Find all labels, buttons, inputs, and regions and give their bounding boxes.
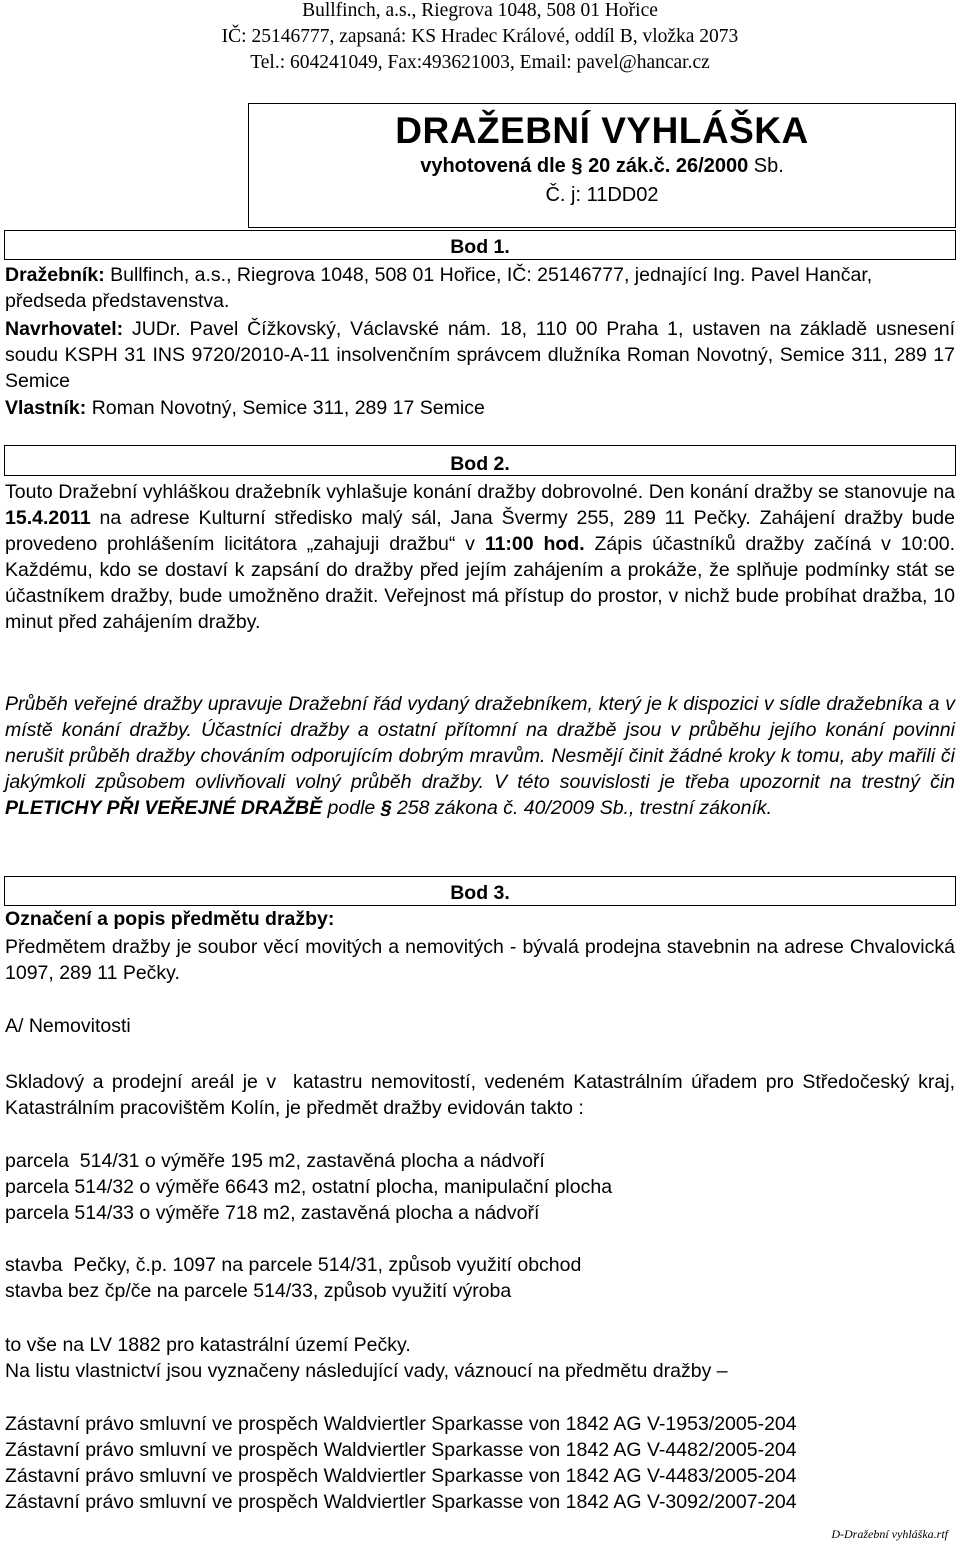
- case-number: Č. j: 11DD02: [545, 184, 659, 206]
- section-box-bod2: [4, 445, 956, 476]
- auction-time: 11:00 hod.: [484, 533, 585, 555]
- parcel-item: parcela 514/32 o výměře 6643 m2, ostatní plocha, manipulační plocha: [5, 1176, 613, 1198]
- bod2-p2-text-c: 258 zákona č. 40/2009 Sb., trestní zákoník.: [391, 797, 773, 819]
- title-box: [248, 103, 956, 228]
- lien-item: Zástavní právo smluvní ve prospěch Waldviertler Sparkasse von 1842 AG V-4482/2005-204: [5, 1439, 797, 1461]
- subtitle-suffix: Sb.: [753, 155, 784, 177]
- footer-filename: D-Dražební vyhláška.rtf: [831, 1527, 948, 1541]
- section-box-bod1: [4, 230, 956, 260]
- building-item: stavba bez čp/če na parcele 514/33, způsob využití výroba: [5, 1280, 512, 1302]
- bod2-p1-text-c: Zápis účastníků dražby začíná v 10:00. Každému, kdo se dostaví k zapsání do dražby před jejím zahájením a prokáže, že splňuje podmínky stát se účastníkem dražby, bude umožněno dražit. Veřejnost má přístup do prostor, v nichž bude probíhat dražba, 10 minut před zahájením dražby.: [5, 533, 955, 633]
- paragraph-sign: §: [380, 797, 392, 819]
- parcel-item: parcela 514/31 o výměře 195 m2, zastavěná plocha a nádvoří: [5, 1150, 545, 1172]
- letterhead-line-contact: Tel.: 604241049, Fax:493621003, Email: pavel@hancar.cz: [250, 52, 710, 73]
- building-item: stavba Pečky, č.p. 1097 na parcele 514/31, způsob využití obchod: [5, 1254, 582, 1276]
- bod2-p1-text-a: Touto Dražební vyhláškou dražebník vyhlašuje konání dražby dobrovolné. Den konání dražby se stanovuje na: [5, 481, 955, 503]
- section-box-bod3: [4, 876, 956, 906]
- navrhovatel-text: JUDr. Pavel Čížkovský, Václavské nám. 18, 110 00 Praha 1, ustaven na základě usnesení soudu KSPH 31 INS 9720/2010-A-11 insolvenčním správcem dlužníka Roman Novotný, Semice 311, 289 17 Semice: [5, 318, 955, 392]
- drazebnik-label: Dražebník:: [5, 264, 105, 286]
- bod3-heading: Označení a popis předmětu dražby:: [5, 908, 335, 930]
- section-a-label: A/ Nemovitosti: [5, 1015, 131, 1037]
- bod2-p2-text-b: podle: [322, 797, 381, 819]
- auction-date: 15.4.2011: [5, 507, 91, 529]
- bod3-areal-description: Skladový a prodejní areál je v katastru nemovitostí, vedeném Katastrálním úřadem pro Středočeský kraj, Katastrálním pracovištěm Kolín, je předmět dražby evidován takto :: [5, 1071, 960, 1119]
- bod1-navrhovatel: [5, 316, 955, 394]
- bod2-paragraph-1: [5, 479, 955, 635]
- lien-item: Zástavní právo smluvní ve prospěch Waldviertler Sparkasse von 1842 AG V-4483/2005-204: [5, 1465, 797, 1487]
- defects-intro: Na listu vlastnictví jsou vyznačeny následující vady, váznoucí na předmětu dražby –: [5, 1360, 728, 1382]
- paragraph-sign: §: [571, 155, 583, 177]
- vlastnik-label: Vlastník:: [5, 397, 87, 419]
- letterhead-line-company: Bullfinch, a.s., Riegrova 1048, 508 01 Hořice: [302, 0, 658, 21]
- parcel-item: parcela 514/33 o výměře 718 m2, zastavěná plocha a nádvoří: [5, 1202, 540, 1224]
- navrhovatel-label: Navrhovatel:: [5, 318, 124, 340]
- subtitle-prefix: vyhotovená dle: [420, 155, 566, 177]
- section-title-bod1: Bod 1.: [450, 236, 510, 258]
- bod2-paragraph-2: [5, 691, 955, 821]
- section-title-bod3: Bod 3.: [450, 882, 510, 904]
- drazebnik-text: Bullfinch, a.s., Riegrova 1048, 508 01 Hořice, IČ: 25146777, jednající Ing. Pavel Hančar, předseda představenstva.: [5, 264, 873, 312]
- lien-item: Zástavní právo smluvní ve prospěch Waldviertler Sparkasse von 1842 AG V-1953/2005-204: [5, 1413, 797, 1435]
- bod1-vlastnik: [5, 395, 955, 421]
- vlastnik-text: Roman Novotný, Semice 311, 289 17 Semice: [91, 397, 485, 419]
- bod2-p2-text-a: Průběh veřejné dražby upravuje Dražební řád vydaný dražebníkem, který je k dispozici v sídle dražebníka a v místě konání dražby. Účastníci dražby a ostatní přítomní na dražbě jsou v průběhu jejího konání povinni nerušit průběh dražby chováním odporujícím dobrým mravům. Nesmějí činit žádné kroky k tomu, aby mařili či jakýmkoli způsobem ovlivňovali volný průběh dražby. V této souvislosti je třeba upozornit na trestný čin: [5, 693, 955, 793]
- document-subtitle: [249, 155, 955, 178]
- lv-note: to vše na LV 1882 pro katastrální území Pečky.: [5, 1334, 411, 1356]
- section-title-bod2: Bod 2.: [450, 453, 510, 475]
- bod2-p1-text-b: na adrese Kulturní středisko malý sál, Jana Švermy 255, 289 11 Pečky. Zahájení dražby bude provedeno prohlášením licitátora „zahajuji dražbu“ v: [5, 507, 955, 555]
- lien-item: Zástavní právo smluvní ve prospěch Waldviertler Sparkasse von 1842 AG V-3092/2007-204: [5, 1491, 797, 1513]
- document-title: DRAŽEBNÍ VYHLÁŠKA: [395, 110, 809, 151]
- letterhead-line-registration: IČ: 25146777, zapsaná: KS Hradec Králové, oddíl B, vložka 2073: [221, 26, 739, 47]
- bod1-drazebnik: [5, 262, 955, 314]
- bod3-intro: Předmětem dražby je soubor věcí movitých a nemovitých - bývalá prodejna stavebnin na adrese Chvalovická 1097, 289 11 Pečky.: [5, 936, 955, 984]
- subtitle-law-ref: 20 zák.č. 26/2000: [588, 155, 749, 177]
- crime-name: PLETICHY PŘI VEŘEJNÉ DRAŽBĚ: [5, 797, 323, 819]
